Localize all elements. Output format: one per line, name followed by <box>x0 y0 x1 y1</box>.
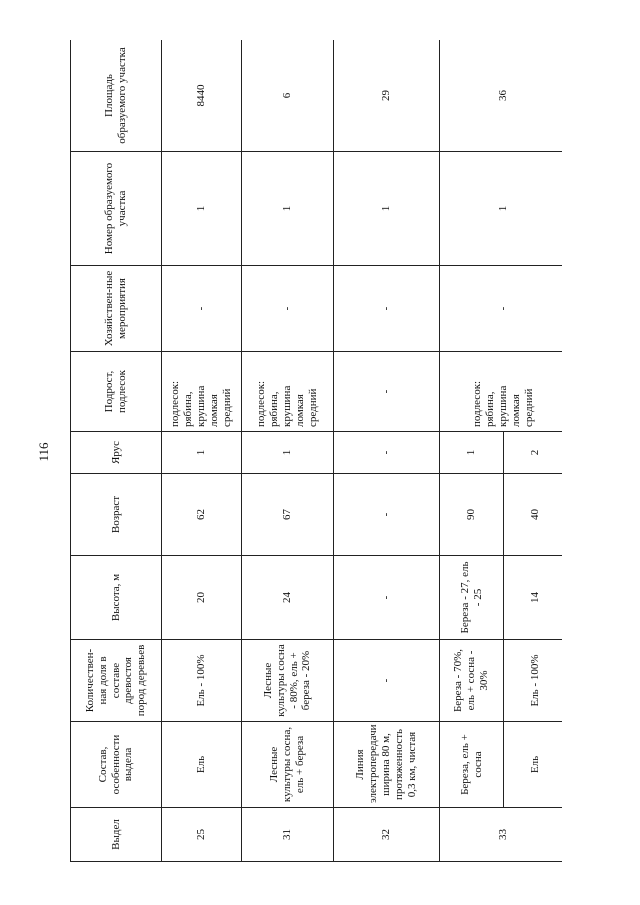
table-row <box>440 40 504 862</box>
cell-vozrast: 67 <box>242 474 334 556</box>
cell-yarus: - <box>334 432 440 474</box>
cell-dolya: Лесные культуры сосна - 80%, ель + береза - 20% <box>242 640 334 722</box>
header-nomer: Номер образуемого участка <box>71 152 162 266</box>
cell-sostav: Ель <box>162 722 242 808</box>
header-sostav: Состав, особенности выдела <box>71 722 162 808</box>
cell-vysota: Береза - 27, ель - 25 <box>440 556 504 640</box>
cell-dolya: Ель - 100% <box>162 640 242 722</box>
header-dolya: Количествен-ная доля в составе древостоя пород деревьев <box>71 640 162 722</box>
cell-vysota: 20 <box>162 556 242 640</box>
cell-vysota: 14 <box>504 556 563 640</box>
cell-podrost: подлесок: рябина, крушина ломкая средний <box>440 352 563 432</box>
cell-sostav: Линия электропередачи ширина 80 м, протяженность 0,3 км, чистая <box>334 722 440 808</box>
cell-vozrast: 40 <box>504 474 563 556</box>
cell-nomer: 1 <box>334 152 440 266</box>
cell-vozrast: - <box>334 474 440 556</box>
table-frame <box>70 40 562 862</box>
cell-yarus: 1 <box>242 432 334 474</box>
cell-ploshchad: 8440 <box>162 40 242 152</box>
cell-sostav: Ель <box>504 722 563 808</box>
cell-podrost: подлесок: рябина, крушина ломкая средний <box>242 352 334 432</box>
cell-ploshchad: 36 <box>440 40 563 152</box>
cell-dolya: - <box>334 640 440 722</box>
cell-meropriyatiya: - <box>242 266 334 352</box>
cell-vydel: 25 <box>162 808 242 862</box>
header-vysota: Высота, м <box>71 556 162 640</box>
rotated-table-container <box>70 40 562 862</box>
table-row <box>242 40 334 862</box>
cell-meropriyatiya: - <box>162 266 242 352</box>
table-row <box>334 40 440 862</box>
cell-yarus: 1 <box>440 432 504 474</box>
cell-ploshchad: 29 <box>334 40 440 152</box>
page-number-text: 116 <box>36 442 51 462</box>
cell-vydel: 32 <box>334 808 440 862</box>
cell-vozrast: 90 <box>440 474 504 556</box>
cell-yarus: 1 <box>162 432 242 474</box>
cell-sostav: Береза, ель + сосна <box>440 722 504 808</box>
cell-nomer: 1 <box>440 152 563 266</box>
cell-meropriyatiya: - <box>440 266 563 352</box>
cell-dolya: Береза - 70%, ель + сосна - 30% <box>440 640 504 722</box>
cell-nomer: 1 <box>162 152 242 266</box>
header-ploshchad: Площадь образуемого участка <box>71 40 162 152</box>
forest-inventory-table <box>70 40 562 862</box>
header-vydel: Выдел <box>71 808 162 862</box>
cell-nomer: 1 <box>242 152 334 266</box>
header-row <box>71 40 162 862</box>
cell-ploshchad: 6 <box>242 40 334 152</box>
table-row <box>162 40 242 862</box>
cell-vozrast: 62 <box>162 474 242 556</box>
cell-dolya: Ель - 100% <box>504 640 563 722</box>
cell-yarus: 2 <box>504 432 563 474</box>
header-yarus: Ярус <box>71 432 162 474</box>
cell-podrost: подлесок: рябина, крушина ломкая средний <box>162 352 242 432</box>
header-vozrast: Возраст <box>71 474 162 556</box>
header-meropriyatiya: Хозяйствен-ные мероприятия <box>71 266 162 352</box>
cell-meropriyatiya: - <box>334 266 440 352</box>
cell-vysota: - <box>334 556 440 640</box>
header-podrost: Подрост, подлесок <box>71 352 162 432</box>
cell-sostav: Лесные культуры сосна, ель + береза <box>242 722 334 808</box>
cell-podrost: - <box>334 352 440 432</box>
cell-vysota: 24 <box>242 556 334 640</box>
cell-vydel: 33 <box>440 808 563 862</box>
cell-vydel: 31 <box>242 808 334 862</box>
